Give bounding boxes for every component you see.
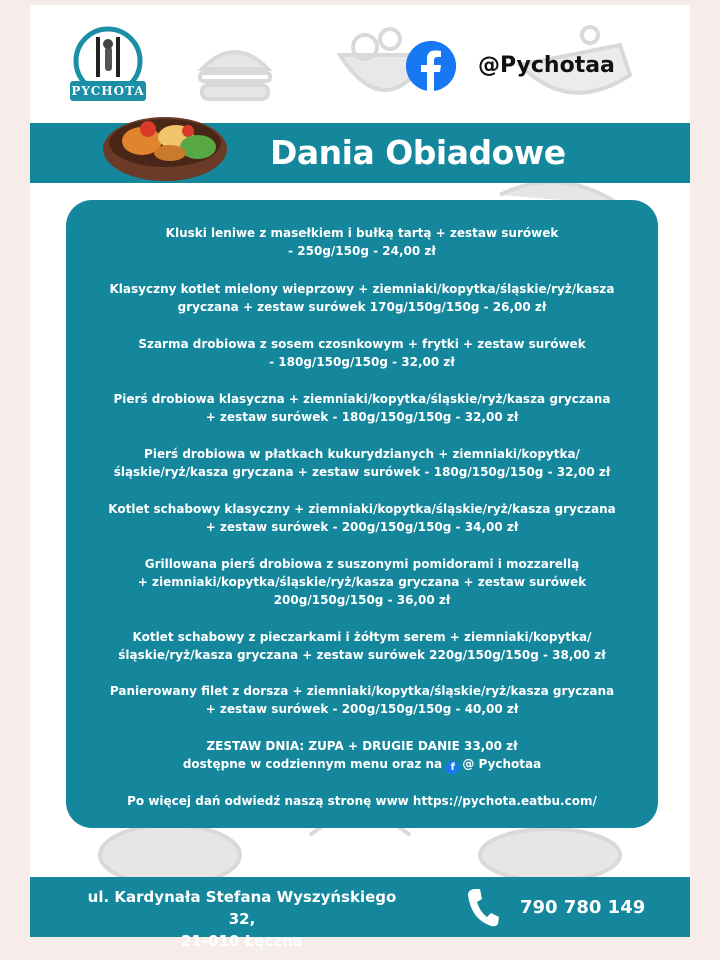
page-title: Dania Obiadowe (270, 133, 566, 172)
dish-item (66, 335, 658, 371)
dish-line: Pierś drobiowa klasyczna + ziemniaki/kopytka/śląskie/ryż/kasza gryczana (113, 392, 611, 406)
facebook-small-icon: f (446, 761, 459, 774)
menu-card (66, 200, 658, 828)
dish-item (66, 682, 658, 718)
set-offer-title: ZESTAW DNIA: ZUPA + DRUGIE DANIE 33,00 zł (206, 739, 518, 753)
dish-item (66, 500, 658, 536)
set-offer-handle[interactable]: @ Pychotaa (462, 757, 542, 771)
dish-line: gryczana + zestaw surówek 170g/150g/150g - 26,00 zł (177, 300, 547, 314)
dish-item (66, 390, 658, 426)
dish-line: śląskie/ryż/kasza gryczana + zestaw surówek - 180g/150g/150g - 32,00 zł (113, 465, 611, 479)
dish-line: Kotlet schabowy klasyczny + ziemniaki/kopytka/śląskie/ryż/kasza gryczana (108, 502, 616, 516)
more-info (66, 792, 658, 810)
dish-line: Kluski leniwe z masełkiem i bułką tartą + zestaw surówek (165, 226, 559, 240)
facebook-handle[interactable]: @Pychotaa (478, 53, 615, 78)
dish-line: Pierś drobiowa w płatkach kukurydzianych + ziemniaki/kopytka/ (144, 447, 580, 461)
phone-number[interactable]: 790 780 149 (520, 897, 646, 918)
set-offer (66, 737, 658, 774)
facebook-icon[interactable] (406, 41, 456, 91)
phone-icon (466, 887, 500, 927)
dish-line: + ziemniaki/kopytka/śląskie/ryż/kasza gryczana + zestaw surówek (137, 575, 587, 589)
address-line-street: ul. Kardynała Stefana Wyszyńskiego 32, (87, 888, 397, 928)
dish-line: - 250g/150g - 24,00 zł (288, 244, 436, 258)
dish-line: 200g/150g/150g - 36,00 zł (273, 593, 451, 607)
set-offer-prefix: dostępne w codziennym menu oraz na (182, 757, 443, 771)
dish-line: Klasyczny kotlet mielony wieprzowy + ziemniaki/kopytka/śląskie/ryż/kasza (109, 282, 615, 296)
dish-item (66, 445, 658, 481)
dish-item (66, 628, 658, 664)
dish-line: - 180g/150g/150g - 32,00 zł (269, 355, 455, 369)
dish-line: + zestaw surówek - 200g/150g/150g - 40,00 zł (205, 702, 519, 716)
dish-line: + zestaw surówek - 180g/150g/150g - 32,00 zł (205, 410, 519, 424)
address (72, 886, 412, 952)
dish-line: Panierowany filet z dorsza + ziemniaki/kopytka/śląskie/ryż/kasza gryczana (109, 684, 615, 698)
dish-line: śląskie/ryż/kasza gryczana + zestaw surówek 220g/150g/150g - 38,00 zł (118, 648, 606, 662)
address-line-city: 21-010 Łęczna (181, 932, 303, 950)
food-bowl-icon (100, 109, 230, 191)
dish-line: Grillowana pierś drobiowa z suszonymi pomidorami i mozzarellą (144, 557, 580, 571)
set-offer-availability (66, 755, 658, 774)
dish-item (66, 224, 658, 260)
logo-text: PYCHOTA (70, 81, 146, 101)
website-link[interactable]: Po więcej dań odwiedź naszą stronę www https://pychota.eatbu.com/ (127, 794, 597, 808)
dish-line: + zestaw surówek - 200g/150g/150g - 34,00 zł (205, 520, 519, 534)
dish-line: Szarma drobiowa z sosem czosnkowym + frytki + zestaw surówek (138, 337, 586, 351)
dish-item (66, 555, 658, 609)
menu-page (30, 5, 690, 950)
dish-line: Kotlet schabowy z pieczarkami i żółtym serem + ziemniaki/kopytka/ (132, 630, 592, 644)
dish-item (66, 280, 658, 316)
